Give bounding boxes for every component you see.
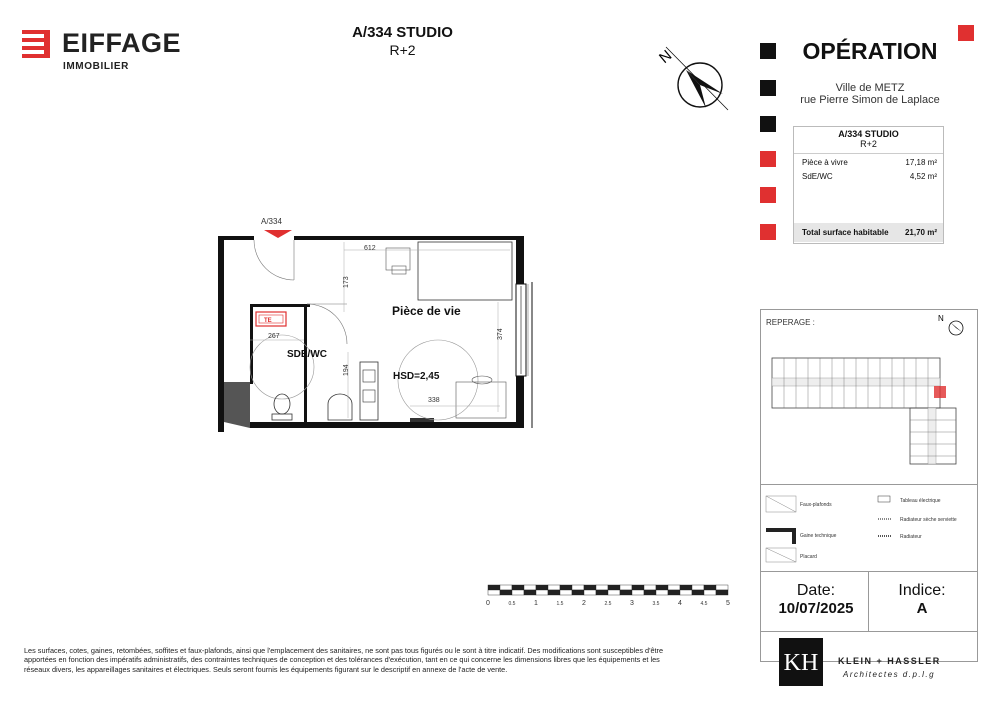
surface-total-value: 21,70 m² [904,228,937,237]
architect-name: KLEIN + HASSLER [838,656,941,666]
legend-square-red [760,151,776,167]
surface-total-label: Total surface habitable [802,228,889,237]
surface-floor: R+2 [860,139,877,149]
locator-legend [764,492,964,564]
legend-square-black [760,116,776,132]
north-label: N [655,46,676,67]
dim-label: 173 [343,276,350,288]
legend-square-red [760,224,776,240]
scale-tick-label: 1.5 [556,601,564,607]
surface-row-label: Pièce à vivre [802,158,848,167]
dim-label: 612 [364,245,376,252]
locator-title: REPERAGE : [766,318,815,327]
operation-address [780,82,960,106]
building-locator-map [770,352,960,470]
eiffage-logo-icon [22,28,52,60]
brand-name: EIFFAGE [62,28,182,58]
dim-label: 267 [268,333,280,340]
dim-label: 194 [343,364,350,376]
hsd-label: HSD=2,45 [393,371,440,382]
legend-gaine: Gaine technique [800,533,837,539]
dim-label: 338 [428,397,440,404]
legend-faux-plafonds: Faux-plafonds [800,502,832,508]
locator-north-label: N [938,314,944,323]
legend-square-red [760,187,776,203]
surface-row [802,158,937,167]
legend-tableau: Tableau électrique [900,498,941,504]
scale-tick-label: 2.5 [604,601,612,607]
surface-row-label: SdE/WC [802,172,833,181]
surface-row [802,172,937,181]
plan-title: A/334 STUDIO [352,24,453,41]
north-arrow-icon [648,42,738,117]
brand-sub: IMMOBILIER [63,61,129,72]
scale-tick-label: 3.5 [652,601,660,607]
dim-label: 374 [497,328,504,340]
disclaimer-text: Les surfaces, cotes, gaines, retombées, soffites et faux-plafonds, ainsi que l'emplacement des sanitaires, ne sont pas tous figurés ou le sont à titre indicatif. Des modifications sont susceptibles d'être apportées en fonction des impératifs administratifs, des contraintes techniques de conception et des tolérances d'exécution, tant en ce qui concerne les dimensions libres que les équipements et les réseaux divers, les appareillages sanitaires et électriques. Seuls seront fournis les équipements figurant sur le descriptif en annexe de l'acte de vente. [24,646,664,674]
legend-square-black [760,43,776,59]
te-label: TE [264,318,272,324]
city-line: Ville de METZ [835,82,905,94]
date-value: 10/07/2025 [778,600,854,617]
legend-radiateur-seche: Radiateur sèche serviette [900,517,957,523]
scale-tick-label: 1 [534,600,538,607]
scale-tick-label: 0 [486,600,490,607]
surface-total [794,223,943,242]
legend-square-black [760,80,776,96]
indice-value: A [916,600,928,617]
scale-tick-label: 4.5 [700,601,708,607]
architect-logo-text: KH [783,650,819,676]
architect-sub: Architectes d.p.l.g [843,670,936,679]
floor-plan [210,212,550,434]
scale-tick-label: 5 [726,600,730,607]
surface-row-value: 4,52 m² [909,172,937,181]
room-label-living: Pièce de vie [392,304,461,318]
scale-tick-label: 0.5 [508,601,516,607]
corner-square-red [958,25,974,41]
plan-floor: R+2 [389,42,416,58]
surface-table [793,126,944,244]
legend-radiateur: Radiateur [900,534,922,540]
scale-tick-label: 3 [630,600,634,607]
unit-marker-label: A/334 [261,217,282,226]
street-line: rue Pierre Simon de Laplace [800,94,940,106]
indice-label: Indice: [898,582,946,599]
date-label: Date: [796,582,836,599]
scale-tick-label: 4 [678,600,682,607]
scale-bar [480,583,740,609]
operation-title: OPÉRATION [802,38,938,64]
architect-logo-icon [779,638,823,686]
scale-tick-label: 2 [582,600,586,607]
surface-title: A/334 STUDIO [838,129,899,139]
surface-row-value: 17,18 m² [905,158,937,167]
legend-placard: Placard [800,554,817,560]
room-label-bath: SDE/WC [287,349,327,360]
locator-north-icon [936,312,966,338]
